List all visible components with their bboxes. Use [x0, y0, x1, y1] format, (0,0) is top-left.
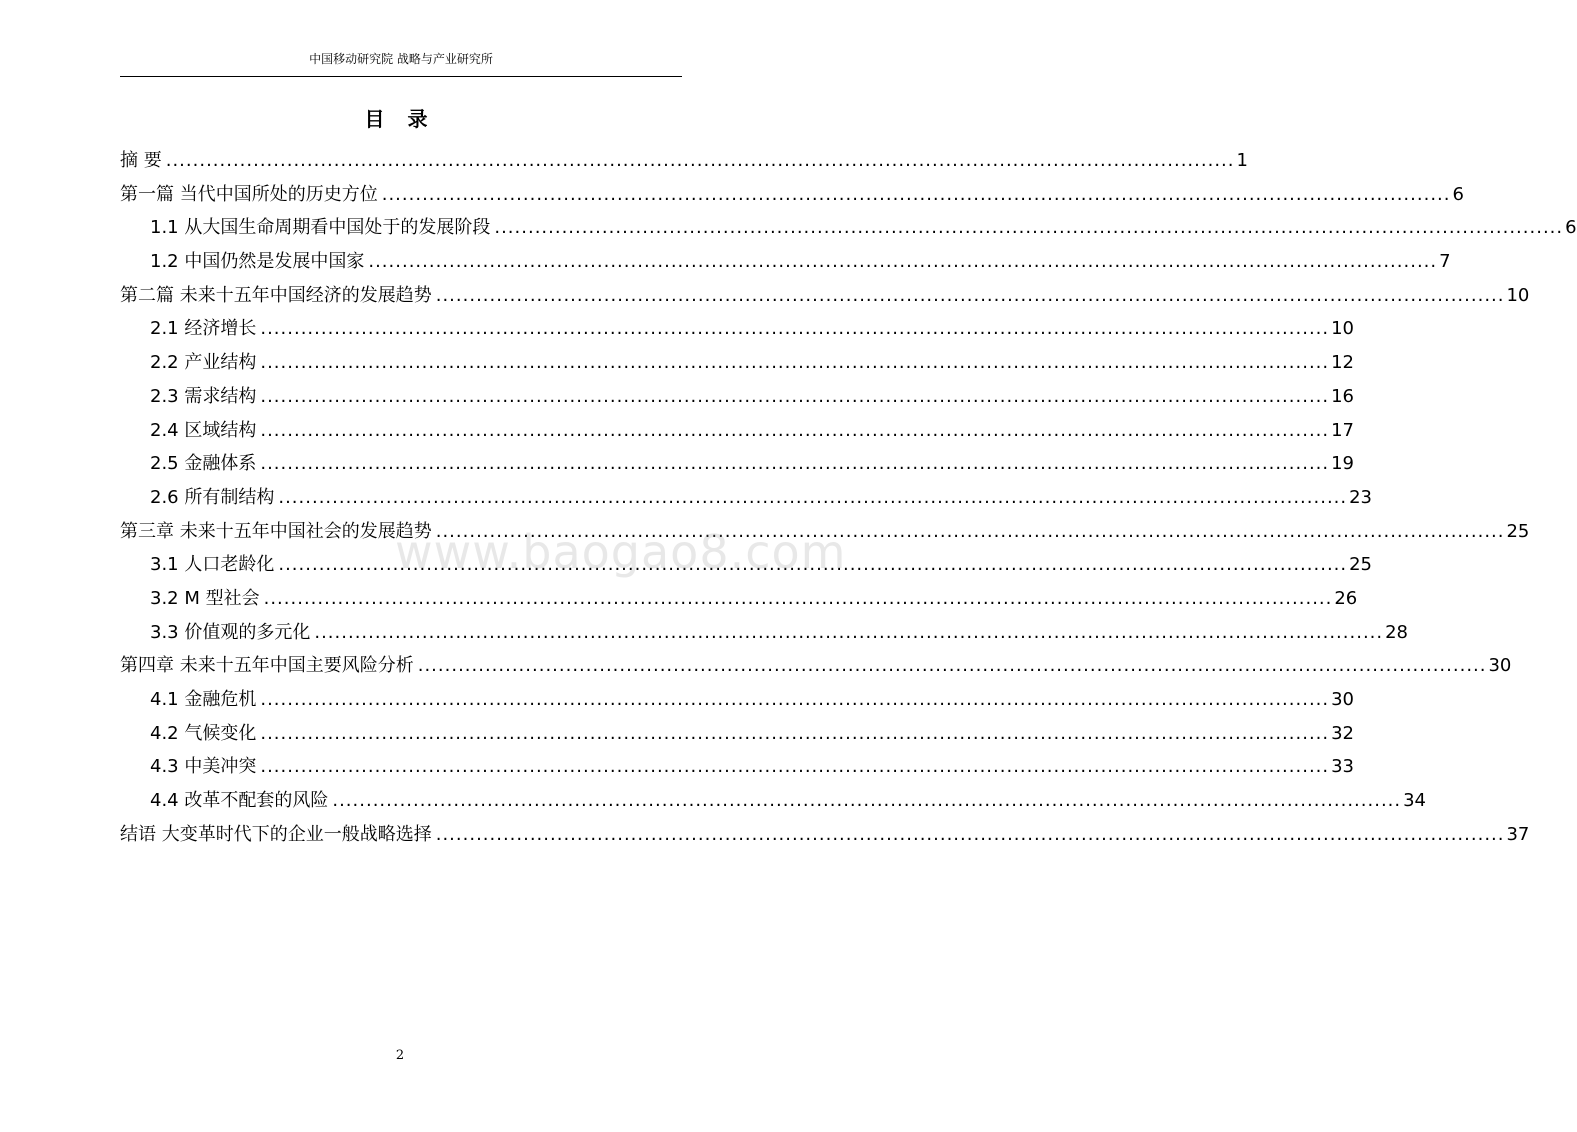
toc-entry-page: 10 — [1506, 284, 1530, 306]
toc-dot-leader — [436, 818, 1505, 852]
toc-entry[interactable] — [120, 515, 1530, 549]
toc-entry-label: 第一篇 当代中国所处的历史方位 — [120, 183, 378, 205]
toc-entry[interactable] — [120, 346, 1355, 380]
toc-dot-leader — [278, 481, 1347, 515]
toc-entry-page: 1 — [1236, 150, 1248, 171]
toc-entry-page: 6 — [1565, 217, 1577, 239]
toc-entry-page: 28 — [1385, 621, 1409, 643]
toc-entry[interactable] — [120, 211, 1577, 245]
toc-entry[interactable] — [120, 380, 1355, 414]
toc-entry-page: 17 — [1331, 419, 1355, 441]
toc-entry-page: 30 — [1488, 655, 1512, 677]
toc-dot-leader — [260, 683, 1329, 717]
page-number: 2 — [395, 1048, 405, 1063]
toc-entry-label: 第三章 未来十五年中国社会的发展趋势 — [120, 520, 432, 542]
toc-entry[interactable] — [120, 312, 1355, 346]
toc-dot-leader — [436, 515, 1505, 549]
toc-entry-label: 第二篇 未来十五年中国经济的发展趋势 — [120, 284, 432, 306]
toc-entry-label: 4.4 改革不配套的风险 — [150, 790, 329, 812]
toc-entry-label: 2.4 区域结构 — [150, 419, 257, 441]
toc-entry[interactable] — [120, 447, 1355, 481]
toc-dot-leader — [260, 717, 1329, 751]
toc-title: 目 录 — [364, 107, 436, 131]
toc-entry[interactable] — [120, 178, 1464, 212]
toc-entry[interactable] — [120, 245, 1451, 279]
toc-entry[interactable] — [120, 279, 1530, 313]
toc-dot-leader — [260, 346, 1329, 380]
toc-entry-label: 4.2 气候变化 — [150, 722, 257, 744]
toc-dot-leader — [260, 447, 1329, 481]
toc-entry-page: 19 — [1331, 453, 1355, 475]
toc-entry-page: 34 — [1403, 790, 1427, 812]
toc-entry[interactable] — [120, 683, 1355, 717]
toc-dot-leader — [314, 616, 1383, 650]
toc-entry-page: 32 — [1331, 722, 1355, 744]
toc-dot-leader — [332, 784, 1401, 818]
toc-entry-page: 37 — [1506, 823, 1530, 845]
toc-entry[interactable] — [120, 414, 1355, 448]
toc-entry-label: 结语 大变革时代下的企业一般战略选择 — [120, 823, 432, 845]
toc-dot-leader — [278, 548, 1347, 582]
toc-entry-page: 12 — [1331, 352, 1355, 374]
toc-entry[interactable] — [120, 750, 1355, 784]
toc-dot-leader — [382, 178, 1451, 212]
toc-entry-label: 2.1 经济增长 — [150, 318, 257, 340]
toc-entry-page: 30 — [1331, 689, 1355, 710]
toc-entry-page: 23 — [1349, 486, 1373, 508]
toc-entry[interactable] — [120, 784, 1427, 818]
header-divider — [120, 76, 682, 77]
toc-entry-label: 摘 要 — [120, 150, 162, 171]
toc-entry-page: 25 — [1349, 554, 1373, 576]
table-of-contents — [120, 144, 1577, 851]
toc-dot-leader — [166, 144, 1235, 178]
toc-entry-page: 10 — [1331, 318, 1355, 340]
toc-entry[interactable] — [120, 649, 1512, 683]
toc-entry[interactable] — [120, 717, 1355, 751]
toc-entry[interactable] — [120, 481, 1373, 515]
toc-entry-label: 3.3 价值观的多元化 — [150, 621, 311, 643]
toc-entry-label: 2.6 所有制结构 — [150, 486, 275, 508]
toc-entry-page: 33 — [1331, 756, 1355, 778]
toc-entry-label: 2.2 产业结构 — [150, 352, 257, 374]
toc-entry-label: 4.3 中美冲突 — [150, 756, 257, 778]
toc-entry-page: 7 — [1439, 251, 1451, 273]
toc-entry[interactable] — [120, 616, 1409, 650]
toc-entry-label: 1.2 中国仍然是发展中国家 — [150, 251, 365, 273]
toc-entry-page: 16 — [1331, 385, 1355, 407]
toc-entry-label: 3.1 人口老龄化 — [150, 554, 275, 576]
toc-dot-leader — [264, 582, 1333, 616]
toc-entry-page: 6 — [1452, 183, 1464, 205]
toc-entry-label: 2.5 金融体系 — [150, 453, 257, 475]
toc-entry-label: 2.3 需求结构 — [150, 385, 257, 407]
toc-entry-label: 3.2 M 型社会 — [150, 587, 260, 609]
toc-dot-leader — [418, 649, 1487, 683]
toc-entry-label: 1.1 从大国生命周期看中国处于的发展阶段 — [150, 217, 491, 239]
watermark: www.baogao8.com — [395, 525, 847, 579]
toc-dot-leader — [494, 211, 1563, 245]
toc-dot-leader — [260, 312, 1329, 346]
toc-entry-label: 第四章 未来十五年中国主要风险分析 — [120, 655, 414, 677]
running-header: 中国移动研究院 战略与产业研究所 — [309, 52, 493, 66]
toc-entry[interactable] — [120, 144, 1248, 178]
toc-entry-page: 26 — [1334, 587, 1358, 609]
toc-dot-leader — [436, 279, 1505, 313]
toc-dot-leader — [260, 750, 1329, 784]
toc-dot-leader — [368, 245, 1437, 279]
toc-dot-leader — [260, 414, 1329, 448]
toc-dot-leader — [260, 380, 1329, 414]
toc-entry[interactable] — [120, 582, 1358, 616]
toc-entry[interactable] — [120, 818, 1530, 852]
toc-entry-page: 25 — [1506, 520, 1530, 542]
toc-entry-label: 4.1 金融危机 — [150, 689, 257, 710]
